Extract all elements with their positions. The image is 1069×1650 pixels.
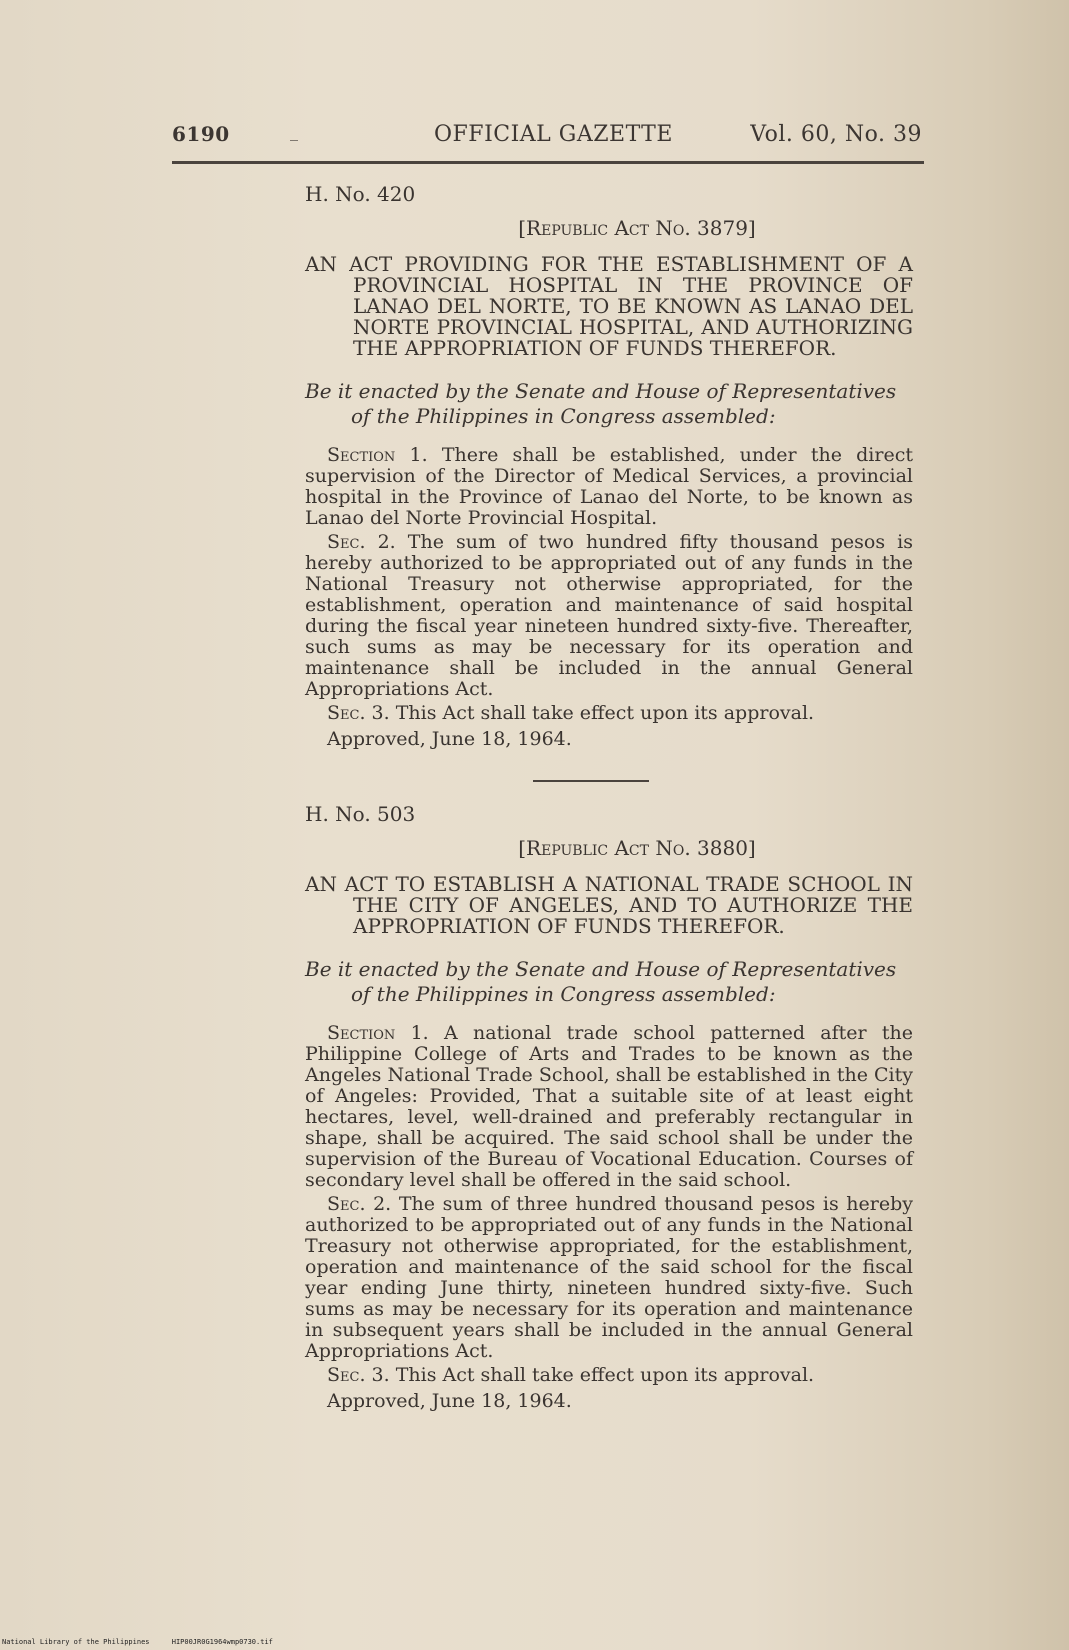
- page-content: [305, 182, 913, 1412]
- publication-title: OFFICIAL GAZETTE: [434, 122, 673, 147]
- act-section: [305, 802, 913, 1412]
- header-dash: _: [290, 122, 299, 141]
- section-text: This Act shall take effect upon its approval.: [395, 1364, 815, 1386]
- section-lead: Section 1.: [327, 444, 428, 466]
- section-lead: Sec. 3.: [327, 702, 390, 724]
- enacting-clause: Be it enacted by the Senate and House of Representatives of the Philippines in Congress assembled:: [305, 379, 897, 428]
- approval-date: Approved, June 18, 1964.: [327, 728, 572, 750]
- section-text: The sum of two hundred fifty thousand pesos is hereby authorized to be appropriated out of any funds in the National Treasury not otherwise appropriated, for the establishment, operation and maintenance of said hospital during the fiscal year nineteen hundred sixty-five. Thereafter, such sums as may be necessary for its operation and maintenance shall be included in the annual General Appropriations Act.: [305, 531, 913, 700]
- act-title: AN ACT PROVIDING FOR THE ESTABLISHMENT OF A PROVINCIAL HOSPITAL IN THE PROVINCE OF LANAO DEL NORTE, TO BE KNOWN AS LANAO DEL NORTE PROVINCIAL HOSPITAL, AND AUTHORIZING THE APPROPRIATION OF FUNDS THEREFOR.: [305, 252, 913, 360]
- section-paragraph: [305, 445, 913, 529]
- republic-act-number: [Republic Act No. 3880]: [518, 836, 756, 860]
- scan-filename: HIP00JR0G1964wmp0730.tif: [171, 1638, 273, 1646]
- section-lead: Sec. 3.: [327, 1364, 390, 1386]
- section-lead: Sec. 2.: [327, 531, 396, 553]
- act-section: [305, 182, 913, 750]
- section-paragraph: [305, 1023, 913, 1191]
- section-paragraph: [305, 1194, 913, 1362]
- section-text: This Act shall take effect upon its approval.: [395, 702, 815, 724]
- page-header: [172, 122, 922, 154]
- volume-number: Vol. 60, No. 39: [750, 122, 922, 147]
- library-credit: National Library of the Philippines: [2, 1638, 150, 1646]
- section-lead: Section 1.: [327, 1022, 429, 1044]
- approval-date: Approved, June 18, 1964.: [327, 1390, 572, 1412]
- act-divider: [533, 780, 649, 782]
- enacting-clause: Be it enacted by the Senate and House of Representatives of the Philippines in Congress assembled:: [305, 957, 897, 1006]
- section-text: A national trade school patterned after the Philippine College of Arts and Trades to be known as the Angeles National Trade School, shall be established in the City of Angeles: Provided, That a suitable site of at least eight hectares, level, well-drained and preferably rectangular in shape, shall be acquired. The said school shall be under the supervision of the Bureau of Vocational Education. Courses of secondary level shall be offered in the said school.: [305, 1022, 913, 1191]
- section-paragraph: [305, 1365, 913, 1386]
- scan-footer: [2, 1638, 291, 1646]
- act-title: AN ACT TO ESTABLISH A NATIONAL TRADE SCHOOL IN THE CITY OF ANGELES, AND TO AUTHORIZE THE APPROPRIATION OF FUNDS THEREFOR.: [305, 872, 913, 938]
- page-number: 6190: [172, 122, 230, 146]
- section-paragraph: [305, 532, 913, 700]
- section-paragraph: [305, 703, 913, 724]
- section-lead: Sec. 2.: [327, 1193, 392, 1215]
- republic-act-number: [Republic Act No. 3879]: [518, 216, 756, 240]
- section-text: The sum of three hundred thousand pesos is hereby authorized to be appropriated out of any funds in the National Treasury not otherwise appropriated, for the establishment, operation and maintenance of the said school for the fiscal year ending June thirty, nineteen hundred sixty-five. Such sums as may be necessary for its operation and maintenance in subsequent years shall be included in the annual General Appropriations Act.: [305, 1193, 913, 1362]
- header-rule: [172, 161, 924, 164]
- section-text: There shall be established, under the direct supervision of the Director of Medical Services, a provincial hospital in the Province of Lanao del Norte, to be known as Lanao del Norte Provincial Hospital.: [305, 444, 913, 529]
- house-bill-number: H. No. 503: [305, 802, 416, 826]
- house-bill-number: H. No. 420: [305, 182, 416, 206]
